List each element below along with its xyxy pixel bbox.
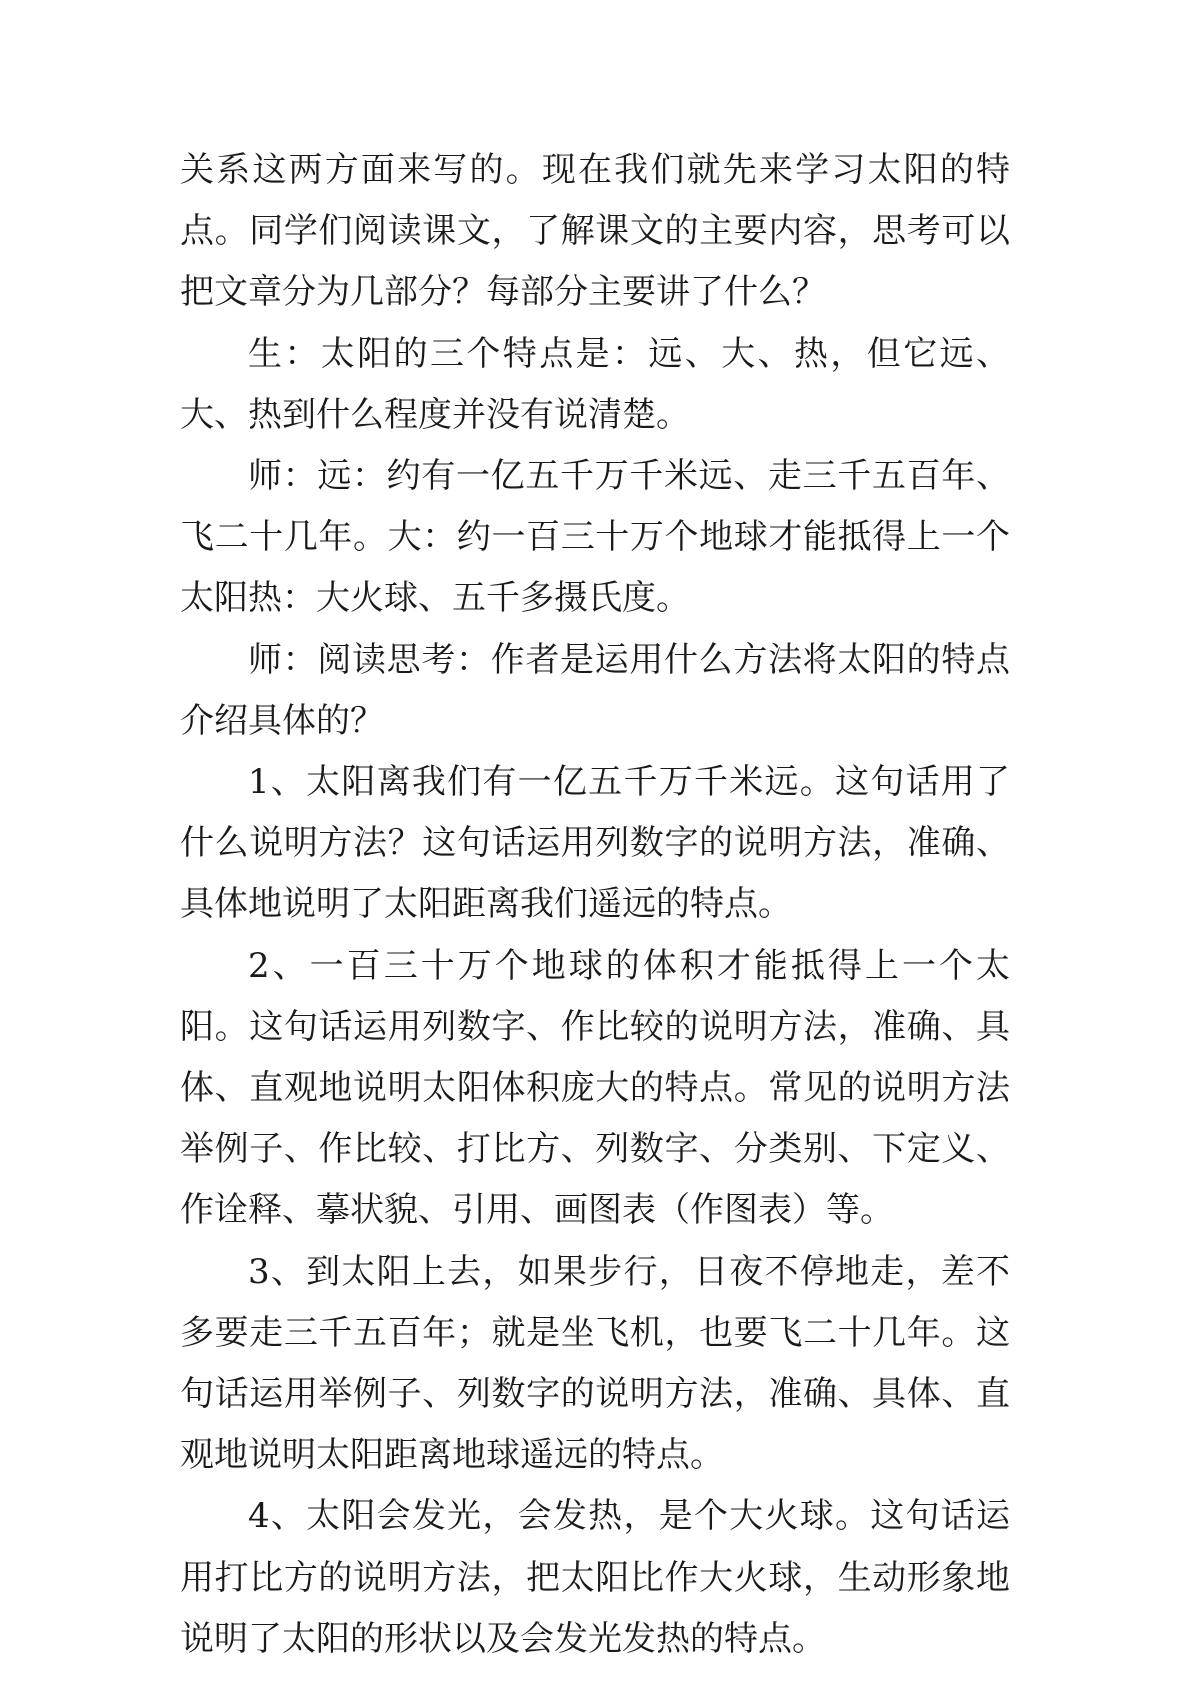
paragraph-student-answer: 生：太阳的三个特点是：远、大、热，但它远、大、热到什么程度并没有说清楚。: [180, 333, 1010, 435]
paragraph-intro: 关系这两方面来写的。现在我们就先来学习太阳的特点。同学们阅读课文，了解课文的主要内容，思考可以把文章分为几部分？每部分主要讲了什么？: [180, 150, 1010, 313]
paragraph-teacher-summary: 师：远：约有一亿五千万千米远、走三千五百年、飞二十几年。大：约一百三十万个地球才能抵得上一个太阳热：大火球、五千多摄氏度。: [180, 456, 1010, 619]
paragraph-point-1: 1、太阳离我们有一亿五千万千米远。这句话用了什么说明方法？这句话运用列数字的说明方法，准确、具体地说明了太阳距离我们遥远的特点。: [180, 762, 1010, 925]
paragraph-point-2: 2、一百三十万个地球的体积才能抵得上一个太阳。这句话运用列数字、作比较的说明方法，准确、具体、直观地说明太阳体积庞大的特点。常见的说明方法举例子、作比较、打比方、列数字、分类别、下定义、作诠释、摹状貌、引用、画图表（作图表）等。: [180, 945, 1010, 1231]
paragraph-teacher-question: 师：阅读思考：作者是运用什么方法将太阳的特点介绍具体的？: [180, 639, 1010, 741]
paragraph-point-3: 3、到太阳上去，如果步行，日夜不停地走，差不多要走三千五百年；就是坐飞机，也要飞二十几年。这句话运用举例子、列数字的说明方法，准确、具体、直观地说明太阳距离地球遥远的特点。: [180, 1251, 1010, 1476]
document-body: [180, 140, 1010, 1670]
paragraph-point-4: 4、太阳会发光，会发热，是个大火球。这句话运用打比方的说明方法，把太阳比作大火球，生动形象地说明了太阳的形状以及会发光发热的特点。: [180, 1496, 1010, 1659]
